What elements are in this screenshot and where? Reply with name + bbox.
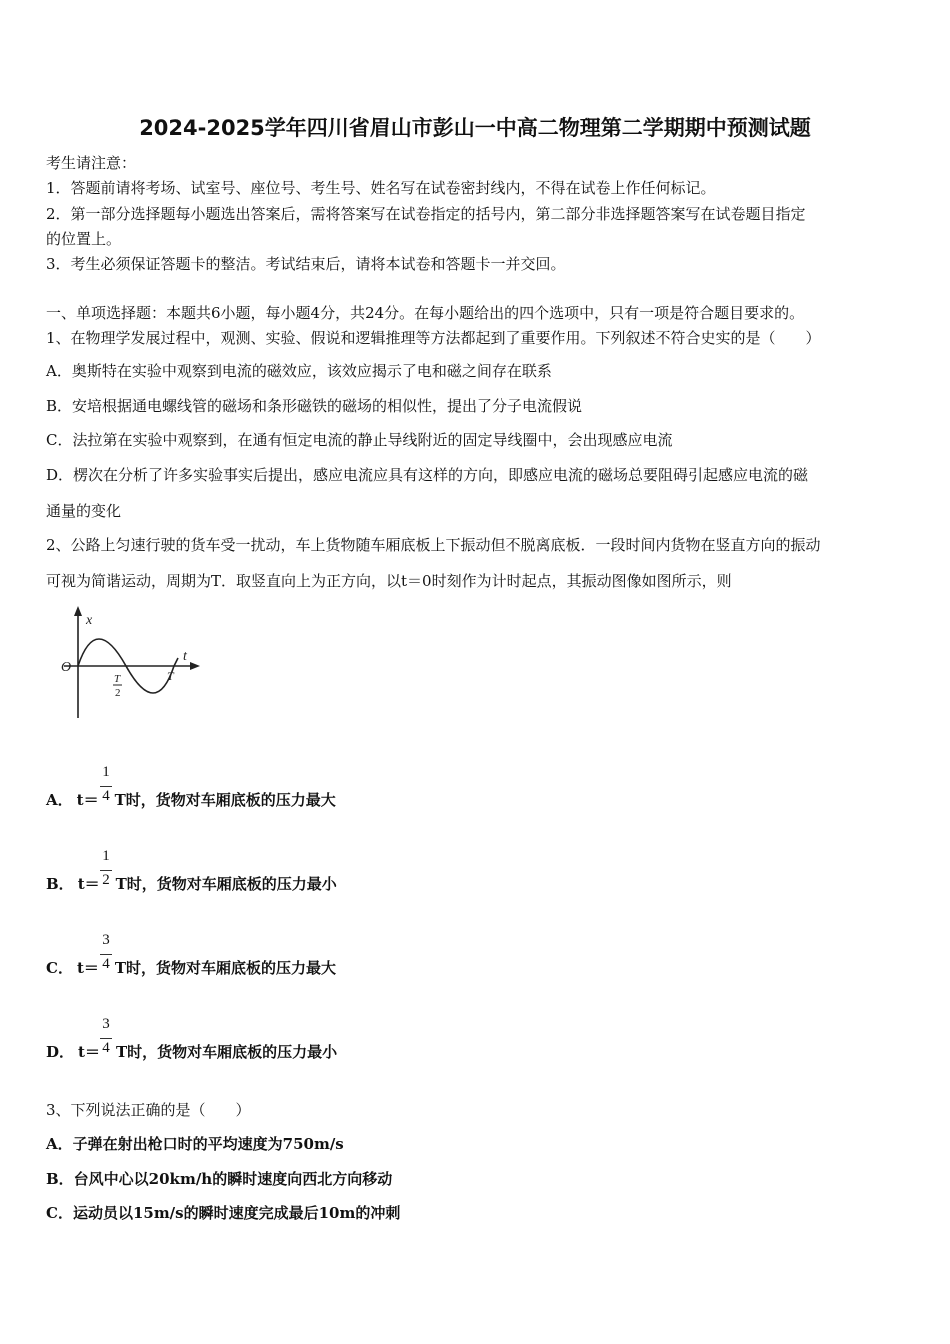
t-label: t — [183, 649, 187, 664]
question-1-stem: 1、在物理学发展过程中，观测、实验、假说和逻辑推理等方法都起到了重要作用。下列叙述不符合史实的是（ ） — [46, 329, 821, 347]
t-axis-arrow — [190, 662, 200, 670]
question-2-option-a: A． t＝ T时，货物对车厢底板的压力最大 — [46, 791, 336, 809]
question-2-option-c: C． t＝ T时，货物对车厢底板的压力最大 — [46, 959, 337, 977]
half-period-num: T — [114, 673, 121, 685]
question-1-option-a: A．奥斯特在实验中观察到电流的磁效应，该效应揭示了电和磁之间存在联系 — [46, 362, 552, 380]
period-label: T — [167, 669, 174, 683]
x-label: x — [86, 613, 93, 628]
question-1-option-b: B．安培根据通电螺线管的磁场和条形磁铁的磁场的相似性，提出了分子电流假说 — [46, 397, 583, 415]
origin-label: O — [61, 660, 72, 675]
notice-item: 1．答题前请将考场、试室号、座位号、考生号、姓名写在试卷密封线内，不得在试卷上作任何标记。 — [46, 179, 716, 197]
vibration-graph — [42, 600, 212, 725]
question-1-option-d-cont: 通量的变化 — [46, 502, 122, 520]
page-title: 2024-2025学年四川省眉山市彭山一中高二物理第二学期期中预测试题 — [139, 116, 811, 140]
question-3-stem: 3、下列说法正确的是（ ） — [46, 1101, 251, 1119]
question-3-option-c: C．运动员以15m/s的瞬时速度完成最后10m的冲刺 — [46, 1204, 401, 1222]
question-2-option-b: B． t＝ T时，货物对车厢底板的压力最小 — [46, 875, 337, 893]
section-heading: 一、单项选择题：本题共6小题，每小题4分，共24分。在每小题给出的四个选项中，只有一项是符合题目要求的。 — [46, 304, 805, 322]
notice-item: 的位置上。 — [46, 230, 122, 248]
notice-item: 2．第一部分选择题每小题选出答案后，需将答案写在试卷指定的括号内，第二部分非选择题答案写在试卷题目指定 — [46, 205, 806, 223]
question-2-stem-cont: 可视为简谐运动，周期为T．取竖直向上为正方向，以t＝0时刻作为计时起点，其振动图像如图所示，则 — [46, 572, 732, 590]
question-1-option-d: D．楞次在分析了许多实验事实后提出，感应电流应具有这样的方向，即感应电流的磁场总要阻碍引起感应电流的磁 — [46, 466, 809, 484]
question-3-option-b: B．台风中心以20km/h的瞬时速度向西北方向移动 — [46, 1170, 393, 1188]
question-2-stem: 2、公路上匀速行驶的货车受一扰动，车上货物随车厢底板上下振动但不脱离底板．一段时间内货物在竖直方向的振动 — [46, 536, 821, 554]
notice-item: 3．考生必须保证答题卡的整洁。考试结束后，请将本试卷和答题卡一并交回。 — [46, 255, 566, 273]
question-1-option-c: C．法拉第在实验中观察到，在通有恒定电流的静止导线附近的固定导线圈中，会出现感应电流 — [46, 431, 673, 449]
question-3-option-a: A．子弹在射出枪口时的平均速度为750m/s — [46, 1135, 344, 1153]
half-period-den: 2 — [115, 687, 121, 699]
question-2-option-d: D． t＝ T时，货物对车厢底板的压力最小 — [46, 1043, 338, 1061]
notice-heading: 考生请注意： — [46, 154, 137, 172]
x-axis-arrow — [74, 606, 82, 616]
